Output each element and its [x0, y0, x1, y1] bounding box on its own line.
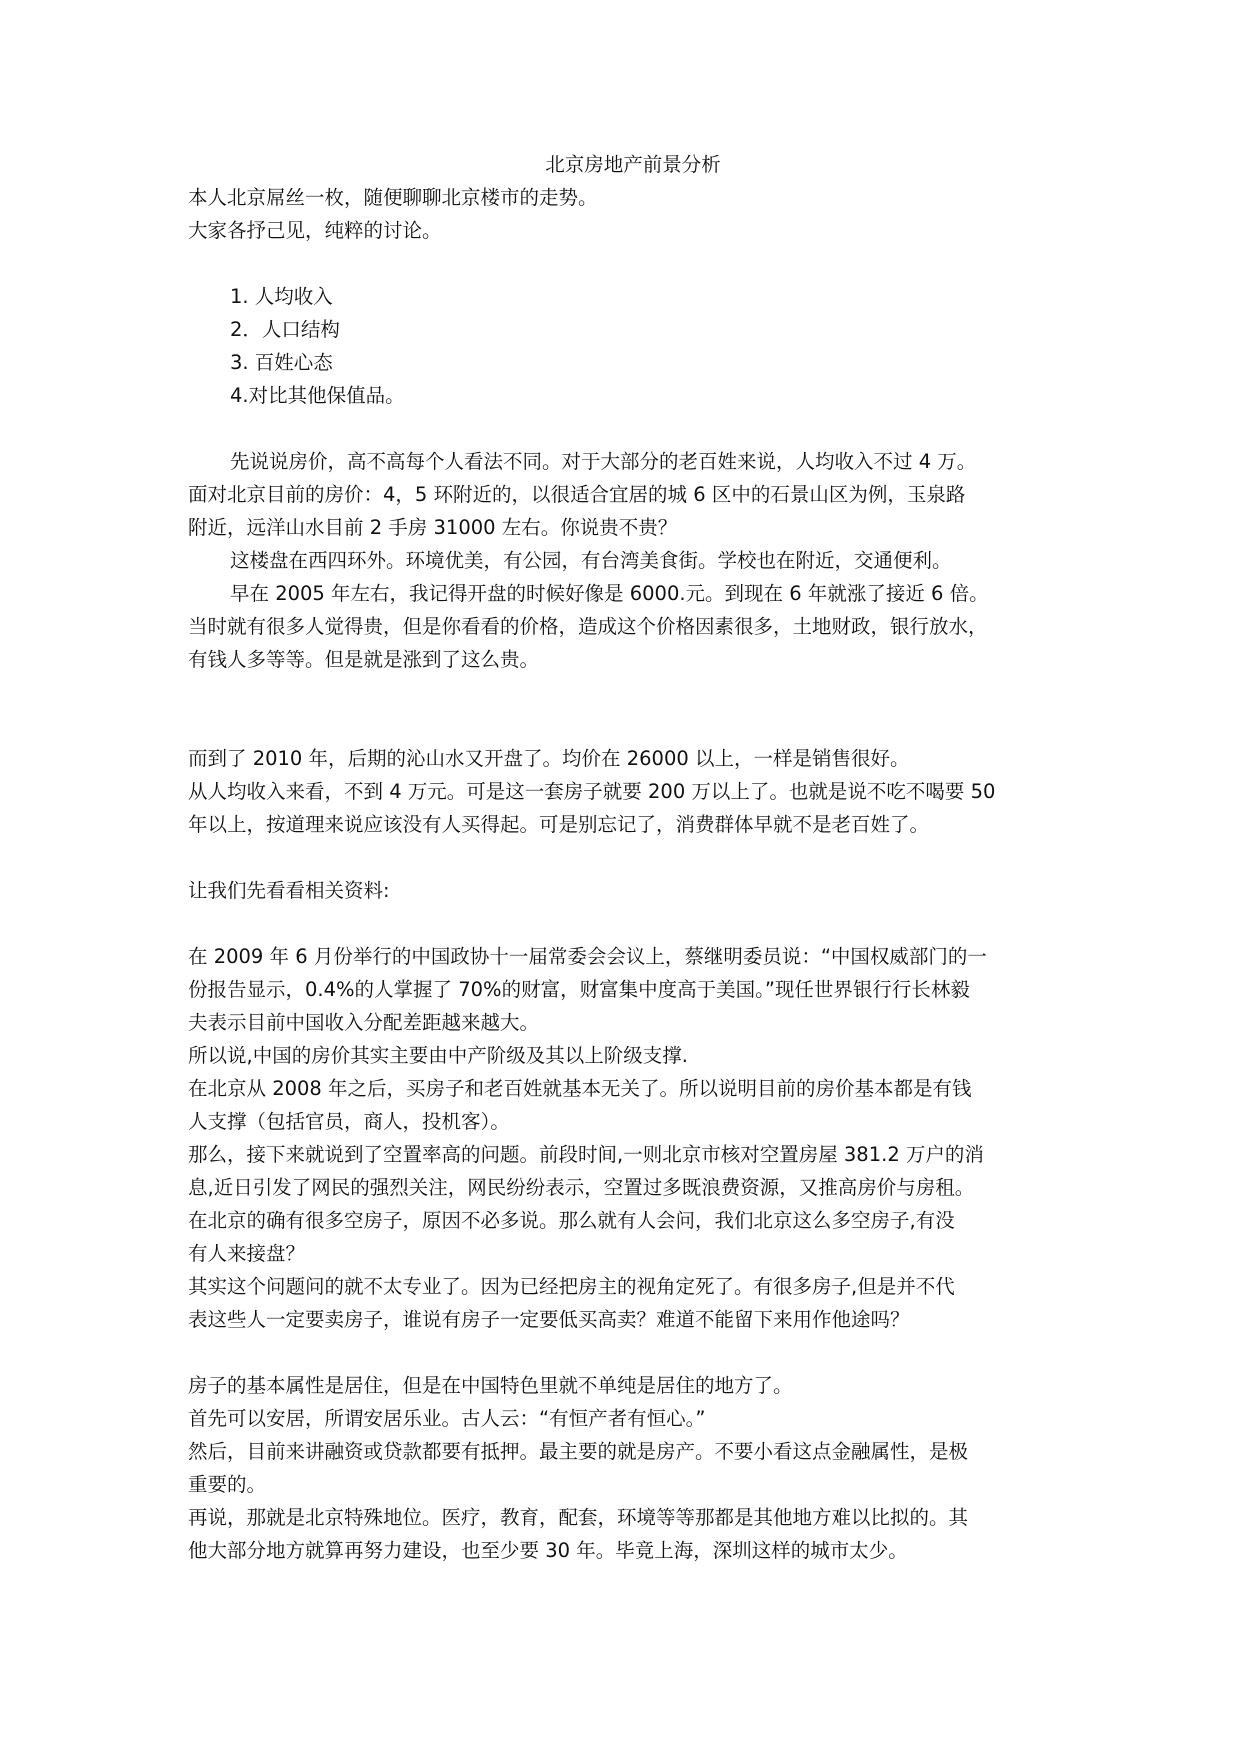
paragraph-line: 首先可以安居，所谓安居乐业。古人云：“有恒产者有恒心。” — [188, 1407, 706, 1430]
list-item: 4.对比其他保值品。 — [230, 384, 405, 407]
paragraph-line: 房子的基本属性是居住，但是在中国特色里就不单纯是居住的地方了。 — [188, 1374, 793, 1397]
intro-line: 大家各抒己见，纯粹的讨论。 — [188, 219, 442, 242]
paragraph-line: 年以上，按道理来说应该没有人买得起。可是别忘记了，消费群体早就不是老百姓了。 — [188, 813, 930, 836]
paragraph-line: 当时就有很多人觉得贵，但是你看看的价格，造成这个价格因素很多，土地财政，银行放水， — [188, 615, 988, 638]
paragraph-line: 其实这个问题问的就不太专业了。因为已经把房主的视角定死了。有很多房子,但是并不代 — [188, 1275, 955, 1298]
blank-line — [188, 412, 1078, 445]
paragraph-line: 重要的。 — [188, 1473, 267, 1496]
paragraph-line: 从人均收入来看，不到 4 万元。可是这一套房子就要 200 万以上了。也就是说不吃不喝要 50 — [188, 780, 996, 803]
blank-line — [188, 247, 1078, 280]
paragraph-line: 他大部分地方就算再努力建设，也至少要 30 年。毕竟上海，深圳这样的城市太少。 — [188, 1539, 908, 1562]
paragraph-line: 再说，那就是北京特殊地位。医疗，教育，配套，环境等等那都是其他地方难以比拟的。其 — [188, 1506, 969, 1529]
paragraph-line: 先说说房价，高不高每个人看法不同。对于大部分的老百姓来说，人均收入不过 4 万。 — [230, 450, 977, 473]
paragraph-line: 让我们先看看相关资料: — [188, 879, 390, 902]
document-title: 北京房地产前景分析 — [545, 153, 721, 176]
paragraph-line: 面对北京目前的房价：4，5 环附近的，以很适合宜居的城 6 区中的石景山区为例，玉泉路 — [188, 483, 966, 506]
blank-line — [188, 1336, 1078, 1369]
paragraph-line: 份报告显示，0.4%的人掌握了 70%的财富，财富集中度高于美国。”现任世界银行行长林毅 — [188, 978, 970, 1001]
paragraph-line: 有人来接盘？ — [188, 1242, 306, 1265]
paragraph-line: 在北京的确有很多空房子，原因不必多说。那么就有人会问，我们北京这么多空房子,有没 — [188, 1209, 955, 1232]
blank-line — [188, 676, 1078, 742]
paragraph-line: 夫表示目前中国收入分配差距越来越大。 — [188, 1011, 540, 1034]
paragraph-line: 而到了 2010 年，后期的沁山水又开盘了。均价在 26000 以上，一样是销售很好。 — [188, 747, 910, 770]
paragraph-line: 那么，接下来就说到了空置率高的问题。前段时间,一则北京市核对空置房屋 381.2 万户的消 — [188, 1143, 984, 1166]
paragraph-line: 所以说,中国的房价其实主要由中产阶级及其以上阶级支撑. — [188, 1044, 688, 1067]
paragraph-line: 早在 2005 年左右，我记得开盘的时候好像是 6000.元。到现在 6 年就涨了接近 6 倍。 — [230, 582, 989, 605]
blank-line — [188, 841, 1078, 874]
list-item: 2．人口结构 — [230, 318, 340, 341]
list-item: 3. 百姓心态 — [230, 351, 333, 374]
paragraph-line: 然后，目前来讲融资或贷款都要有抵押。最主要的就是房产。不要小看这点金融属性，是极 — [188, 1440, 969, 1463]
paragraph-line: 息,近日引发了网民的强烈关注，网民纷纷表示，空置过多既浪费资源，又推高房价与房租。 — [188, 1176, 975, 1199]
paragraph-line: 有钱人多等等。但是就是涨到了这么贵。 — [188, 648, 540, 671]
paragraph-line: 这楼盘在西四环外。环境优美，有公园，有台湾美食街。学校也在附近，交通便利。 — [230, 549, 952, 572]
paragraph-line: 人支撑（包括官员，商人，投机客）。 — [188, 1110, 510, 1133]
paragraph-line: 在北京从 2008 年之后，买房子和老百姓就基本无关了。所以说明目前的房价基本都是有钱 — [188, 1077, 972, 1100]
paragraph-line: 附近，远洋山水目前 2 手房 31000 左右。你说贵不贵？ — [188, 516, 678, 539]
paragraph-line: 在 2009 年 6 月份举行的中国政协十一届常委会会议上，蔡继明委员说：“中国权威部门的一 — [188, 945, 987, 968]
document-body — [188, 148, 1078, 1567]
blank-line — [188, 907, 1078, 940]
intro-line: 本人北京屌丝一枚，随便聊聊北京楼市的走势。 — [188, 186, 598, 209]
list-item: 1. 人均收入 — [230, 285, 333, 308]
topic-list — [188, 280, 1078, 412]
paragraph-line: 表这些人一定要卖房子，谁说有房子一定要低买高卖？难道不能留下来用作他途吗？ — [188, 1308, 910, 1331]
